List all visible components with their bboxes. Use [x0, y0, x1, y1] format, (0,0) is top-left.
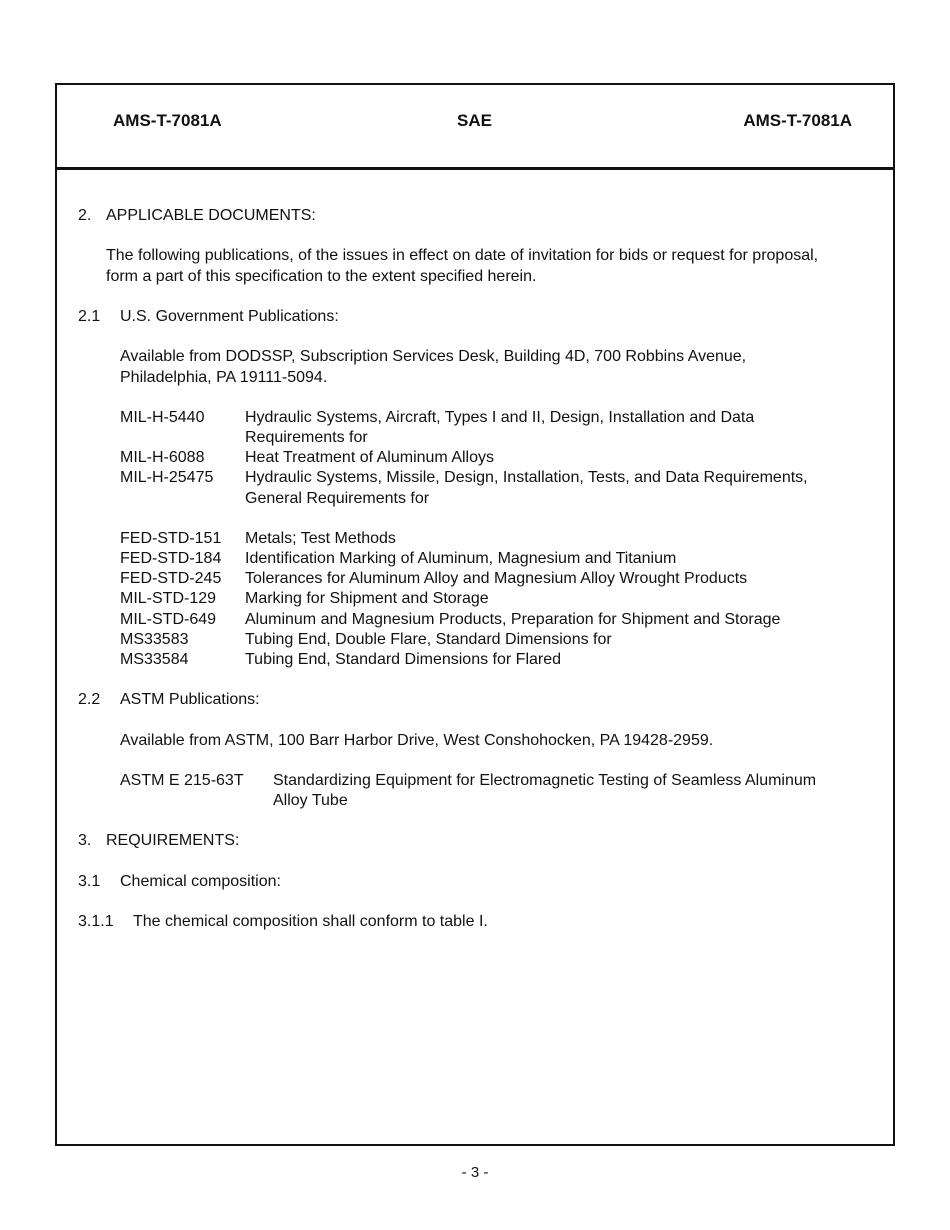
- header-organization: SAE: [457, 111, 492, 130]
- document-header: [57, 85, 893, 170]
- doc-title: Identification Marking of Aluminum, Magnesium and Titanium: [245, 550, 677, 567]
- section-2-2-number: 2.2: [78, 691, 101, 708]
- doc-id: MIL-H-6088: [120, 449, 205, 466]
- section-2-intro-line-1: The following publications, of the issues in effect on date of invitation for bids or request for proposal,: [106, 247, 819, 264]
- doc-id: MIL-H-5440: [120, 409, 205, 426]
- section-2-2-availability: Available from ASTM, 100 Barr Harbor Drive, West Conshohocken, PA 19428-2959.: [120, 732, 714, 749]
- doc-id: FED-STD-184: [120, 550, 222, 567]
- section-2-2-heading: ASTM Publications:: [120, 691, 260, 708]
- section-2-1-heading: U.S. Government Publications:: [120, 308, 339, 325]
- doc-id: MS33583: [120, 631, 189, 648]
- doc-title: Aluminum and Magnesium Products, Preparation for Shipment and Storage: [245, 611, 781, 628]
- section-3-heading: REQUIREMENTS:: [106, 832, 240, 849]
- page-number: - 3 -: [461, 1164, 489, 1181]
- doc-id: MIL-STD-129: [120, 590, 217, 607]
- doc-title: Tubing End, Double Flare, Standard Dimensions for: [245, 631, 612, 648]
- doc-id: MIL-STD-649: [120, 611, 217, 628]
- header-document-id-left: AMS-T-7081A: [113, 111, 222, 130]
- doc-id: MS33584: [120, 651, 189, 668]
- doc-title: Marking for Shipment and Storage: [245, 590, 489, 607]
- astm-doc-title-continued: Alloy Tube: [273, 792, 348, 809]
- section-2-1-availability-line-1: Available from DODSSP, Subscription Services Desk, Building 4D, 700 Robbins Avenue,: [120, 348, 747, 365]
- doc-id: MIL-H-25475: [120, 469, 214, 486]
- header-document-id-right: AMS-T-7081A: [743, 111, 852, 130]
- section-2-1-number: 2.1: [78, 308, 101, 325]
- section-2-heading: APPLICABLE DOCUMENTS:: [106, 207, 316, 224]
- astm-doc-title: Standardizing Equipment for Electromagnetic Testing of Seamless Aluminum: [273, 772, 817, 789]
- doc-title-continued: Requirements for: [245, 429, 368, 446]
- doc-title: Hydraulic Systems, Aircraft, Types I and II, Design, Installation and Data: [245, 409, 755, 426]
- doc-title-continued: General Requirements for: [245, 490, 430, 507]
- section-2-intro-line-2: form a part of this specification to the extent specified herein.: [106, 268, 537, 285]
- doc-title: Metals; Test Methods: [245, 530, 396, 547]
- doc-id: FED-STD-245: [120, 570, 222, 587]
- astm-doc-id: ASTM E 215-63T: [120, 772, 244, 789]
- section-3-1-1-number: 3.1.1: [78, 913, 114, 930]
- section-3-1-heading: Chemical composition:: [120, 873, 281, 890]
- doc-id: FED-STD-151: [120, 530, 222, 547]
- section-2-number: 2.: [78, 207, 92, 224]
- section-3-1-number: 3.1: [78, 873, 101, 890]
- section-2-1-availability-line-2: Philadelphia, PA 19111-5094.: [120, 369, 328, 386]
- doc-title: Hydraulic Systems, Missile, Design, Installation, Tests, and Data Requirements,: [245, 469, 808, 486]
- section-3-1-1-text: The chemical composition shall conform to table I.: [133, 913, 488, 930]
- doc-title: Heat Treatment of Aluminum Alloys: [245, 449, 494, 466]
- section-3-number: 3.: [78, 832, 92, 849]
- doc-title: Tubing End, Standard Dimensions for Flared: [245, 651, 562, 668]
- doc-title: Tolerances for Aluminum Alloy and Magnesium Alloy Wrought Products: [245, 570, 748, 587]
